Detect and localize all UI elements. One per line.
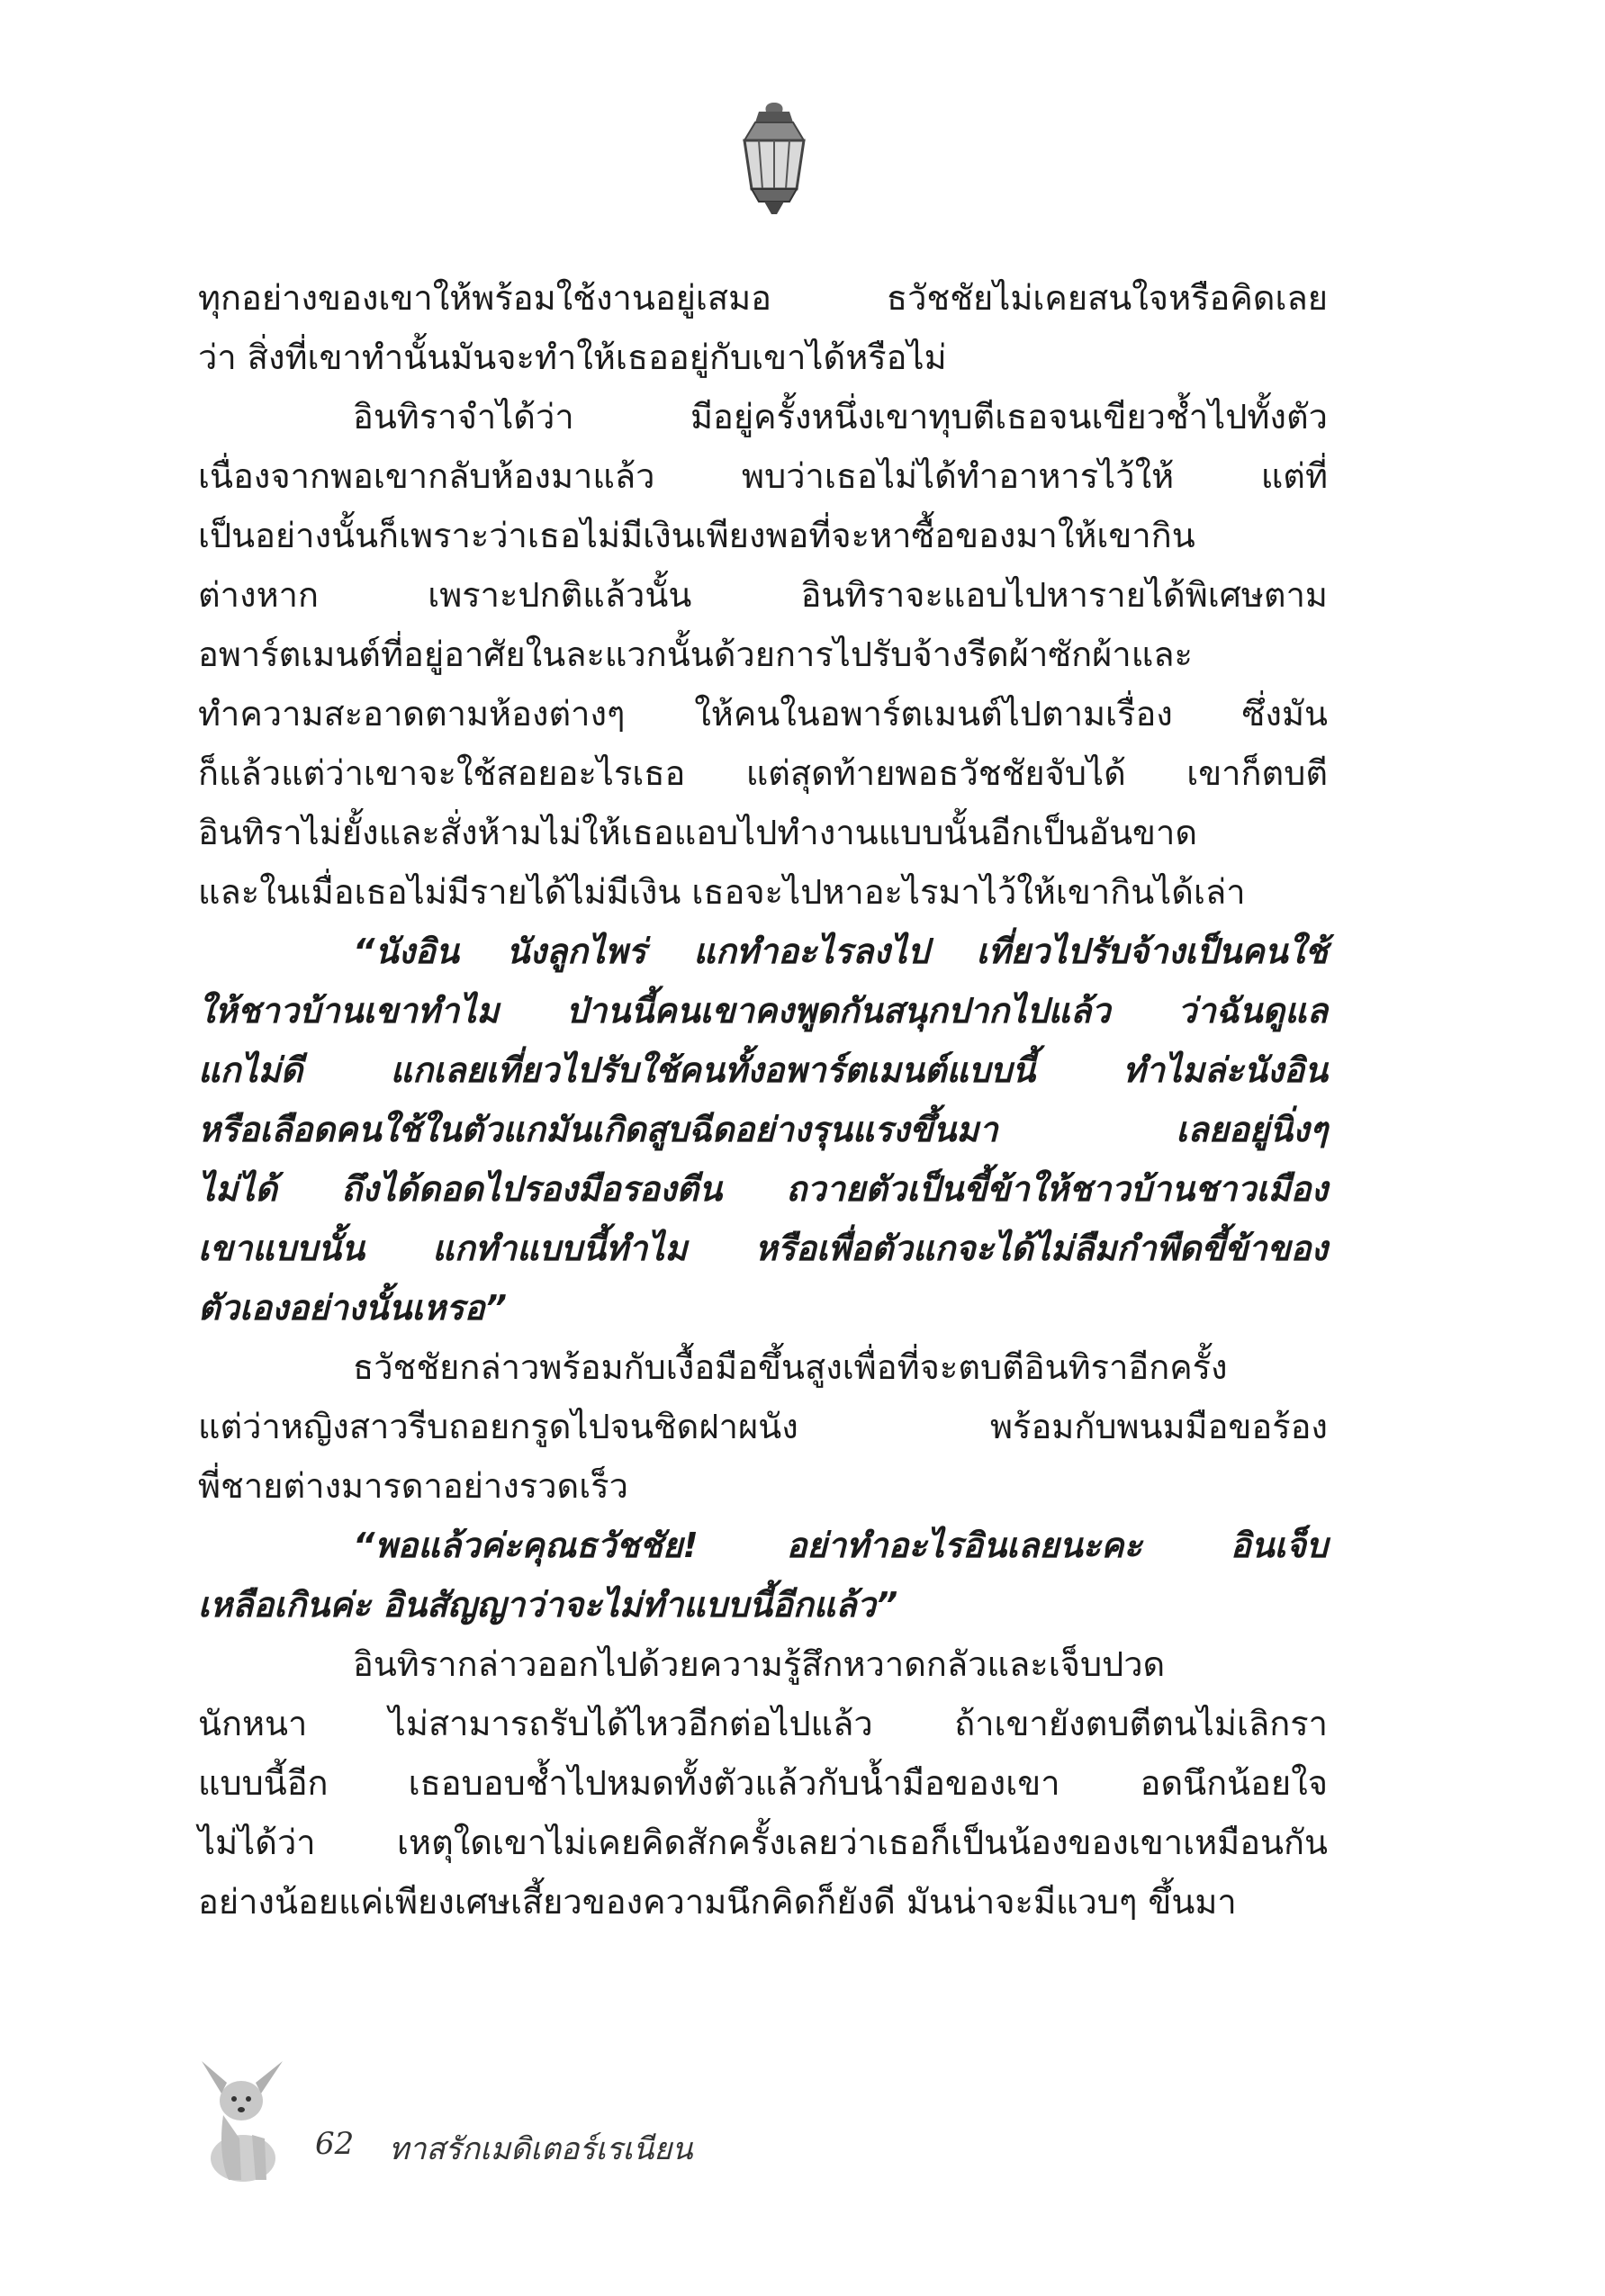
- text-line: แกไม่ดี แกเลยเที่ยวไปรับใช้คนทั้งอพาร์ตเมนต์แบบนี้ ทำไมล่ะนังอิน: [198, 1050, 1328, 1090]
- text-line: ธวัชชัยกล่าวพร้อมกับเงื้อมือขึ้นสูงเพื่อที่จะตบตีอินทิราอีกครั้ง: [353, 1347, 1228, 1387]
- book-title: ทาสรักเมดิเตอร์เรเนียน: [389, 2131, 693, 2167]
- text-line: อินทิราไม่ยั้งและสั่งห้ามไม่ให้เธอแอบไปทำงานแบบนั้นอีกเป็นอันขาด: [198, 813, 1198, 852]
- text-line: ว่า สิ่งที่เขาทำนั้นมันจะทำให้เธออยู่กับเขาได้หรือไม่: [198, 338, 947, 377]
- text-line: และในเมื่อเธอไม่มีรายได้ไม่มีเงิน เธอจะไปหาอะไรมาไว้ให้เขากินได้เล่า: [198, 872, 1246, 912]
- text-line: นักหนา ไม่สามารถรับได้ไหวอีกต่อไปแล้ว ถ้าเขายังตบตีตนไม่เลิกรา: [198, 1704, 1328, 1743]
- text-line: เป็นอย่างนั้นก็เพราะว่าเธอไม่มีเงินเพียงพอที่จะหาซื้อของมาให้เขากิน: [198, 516, 1195, 555]
- page-footer: [189, 2052, 729, 2187]
- text-line: เหลือเกินค่ะ อินสัญญาว่าจะไม่ทำแบบนี้อีกแล้ว”: [198, 1585, 898, 1625]
- text-line: “พอแล้วค่ะคุณธวัชชัย! อย่าทำอะไรอินเลยนะคะ อินเจ็บ: [353, 1526, 1328, 1565]
- text-line: อินทิราจำได้ว่า มีอยู่ครั้งหนึ่งเขาทุบตีเธอจนเขียวช้ำไปทั้งตัว: [353, 397, 1328, 437]
- chihuahua-icon: [189, 2052, 295, 2185]
- text-line: อย่างน้อยแค่เพียงเศษเสี้ยวของความนึกคิดก็ยังดี มันน่าจะมีแวบๆ ขึ้นมา: [198, 1882, 1237, 1922]
- text-line: ให้ชาวบ้านเขาทำไม ป่านนี้คนเขาคงพูดกันสนุกปากไปแล้ว ว่าฉันดูแล: [198, 991, 1328, 1031]
- text-line: ตัวเองอย่างนั้นเหรอ”: [198, 1288, 508, 1328]
- text-line: ทำความสะอาดตามห้องต่างๆ ให้คนในอพาร์ตเมนต์ไปตามเรื่อง ซึ่งมัน: [198, 694, 1328, 734]
- text-line: เนื่องจากพอเขากลับห้องมาแล้ว พบว่าเธอไม่ได้ทำอาหารไว้ให้ แต่ที่: [198, 456, 1328, 496]
- text-line: ต่างหาก เพราะปกติแล้วนั้น อินทิราจะแอบไปหารายได้พิเศษตาม: [198, 575, 1328, 615]
- text-line: อินทิรากล่าวออกไปด้วยความรู้สึกหวาดกลัวและเจ็บปวด: [353, 1644, 1166, 1684]
- text-line: พี่ชายต่างมารดาอย่างรวดเร็ว: [198, 1466, 628, 1506]
- text-line: อพาร์ตเมนต์ที่อยู่อาศัยในละแวกนั้นด้วยการไปรับจ้างรีดผ้าซักผ้าและ: [198, 635, 1193, 674]
- text-line: แต่ว่าหญิงสาวรีบถอยกรูดไปจนชิดฝาผนัง พร้อมกับพนมมือขอร้อง: [198, 1407, 1328, 1446]
- text-line: ไม่ได้ว่า เหตุใดเขาไม่เคยคิดสักครั้งเลยว่าเธอก็เป็นน้องของเขาเหมือนกัน: [198, 1823, 1328, 1862]
- text-line: ก็แล้วแต่ว่าเขาจะใช้สอยอะไรเธอ แต่สุดท้ายพอธวัชชัยจับได้ เขาก็ตบตี: [198, 753, 1328, 793]
- text-line: หรือเลือดคนใช้ในตัวแกมันเกิดสูบฉีดอย่างรุนแรงขึ้นมา เลยอยู่นิ่งๆ: [198, 1110, 1328, 1149]
- lantern-icon: [732, 101, 816, 218]
- page-number: 62: [315, 2126, 355, 2162]
- text-line: ทุกอย่างของเขาให้พร้อมใช้งานอยู่เสมอ ธวัชชัยไม่เคยสนใจหรือคิดเลย: [198, 278, 1328, 318]
- body-text: [198, 268, 1328, 1931]
- text-line: เขาแบบนั้น แกทำแบบนี้ทำไม หรือเพื่อตัวแกจะได้ไม่ลืมกำพืดขี้ข้าของ: [198, 1229, 1328, 1268]
- text-line: แบบนี้อีก เธอบอบช้ำไปหมดทั้งตัวแล้วกับน้ำมือของเขา อดนึกน้อยใจ: [198, 1763, 1328, 1803]
- text-line: “นังอิน นังลูกไพร่ แกทำอะไรลงไป เที่ยวไปรับจ้างเป็นคนใช้: [353, 932, 1328, 971]
- text-line: ไม่ได้ ถึงได้ดอดไปรองมือรองตีน ถวายตัวเป็นขี้ข้าให้ชาวบ้านชาวเมือง: [198, 1169, 1328, 1209]
